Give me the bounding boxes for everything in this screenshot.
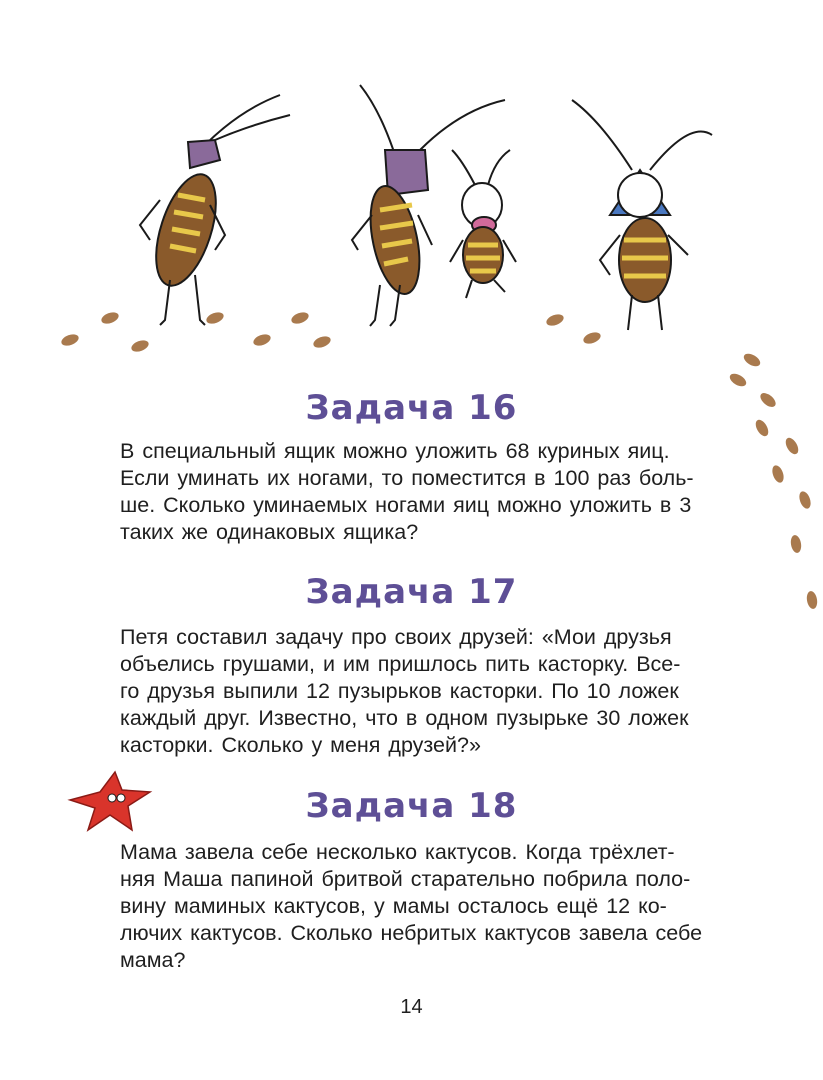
problem-17-title: Задача 17: [305, 572, 518, 612]
text-line: таких же одинаковых ящика?: [120, 520, 419, 544]
text-line: лючих кактусов. Сколько небритых кактусов завела себе: [120, 921, 703, 945]
problem-18-title: Задача 18: [305, 786, 518, 826]
text-line: вину маминых кактусов, у мамы осталось ещё 12 ко-: [120, 894, 667, 918]
text-line: Если уминать их ногами, то поместится в 100 раз боль-: [120, 466, 694, 490]
text-line: касторки. Сколько у меня друзей?»: [120, 733, 481, 757]
text-line: мама?: [120, 948, 186, 972]
problem-17-text: [120, 624, 750, 759]
text-line: няя Маша папиной бритвой старательно побрила поло-: [120, 867, 691, 891]
text-line: В специальный ящик можно уложить 68 куриных яиц.: [120, 439, 670, 463]
text-line: ше. Сколько уминаемых ногами яиц можно уложить в 3: [120, 493, 692, 517]
text-line: го друзья выпили 12 пузырьков касторки. По 10 ложек: [120, 679, 679, 703]
cockroach-illustration: [450, 150, 516, 298]
text-line: объелись грушами, и им пришлось пить касторку. Все-: [120, 652, 681, 676]
text-line: Мама завела себе несколько кактусов. Когда трёхлет-: [120, 840, 675, 864]
cockroach-illustration: [572, 100, 712, 330]
page-number: 14: [400, 996, 423, 1018]
problem-18-text: [120, 839, 750, 974]
problem-16-text: [120, 438, 750, 546]
text-line: каждый друг. Известно, что в одном пузырьке 30 ложек: [120, 706, 689, 730]
problem-16-title: Задача 16: [305, 388, 518, 428]
cockroach-illustration: [140, 95, 290, 325]
text-line: Петя составил задачу про своих друзей: «Мои друзья: [120, 625, 672, 649]
